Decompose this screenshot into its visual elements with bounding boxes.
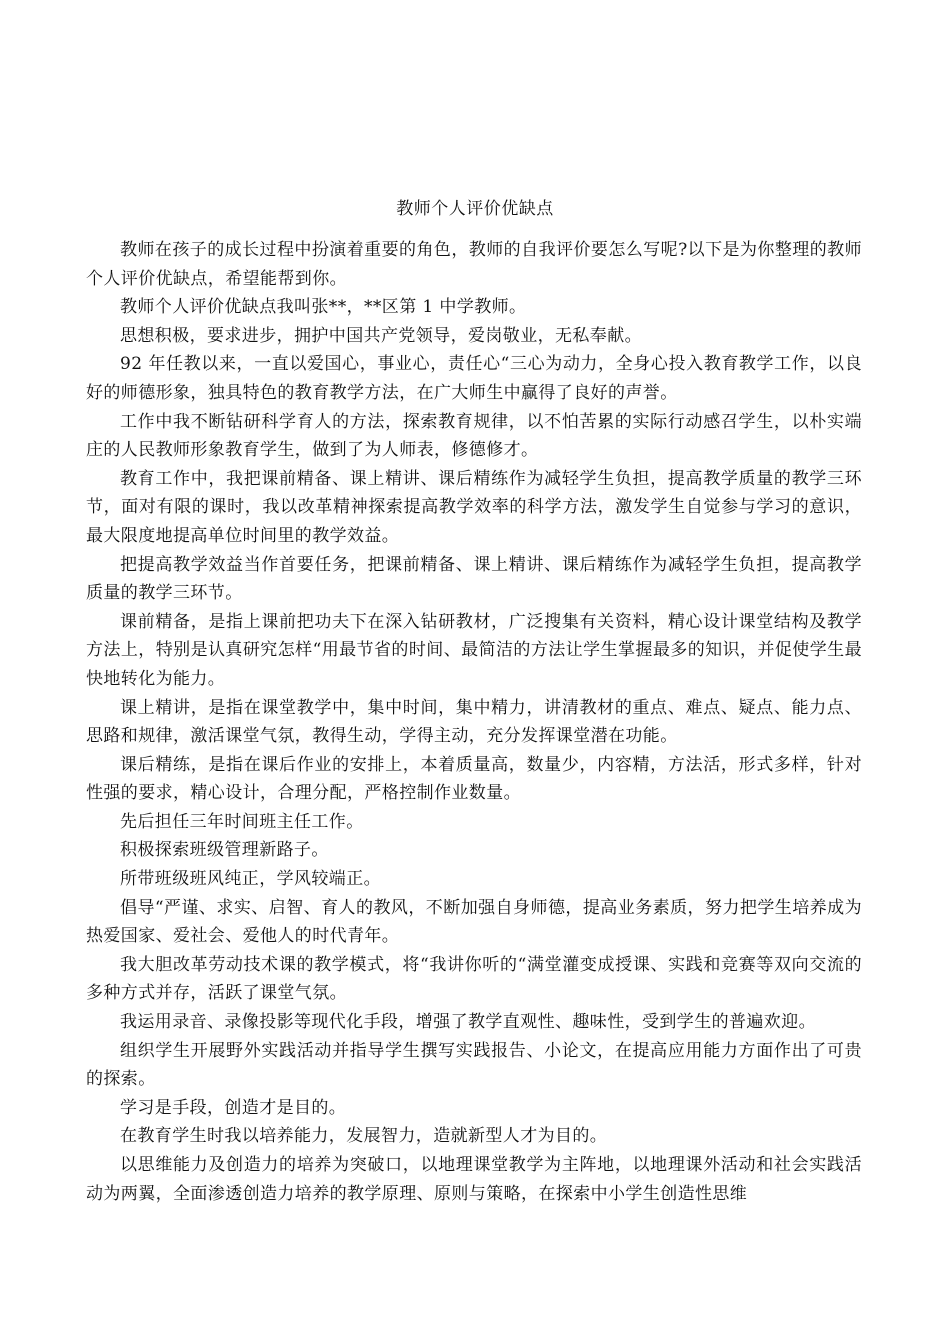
- paragraph: 工作中我不断钻研科学育人的方法，探索教育规律，以不怕苦累的实际行动感召学生，以朴实端庄的人民教师形象教育学生，做到了为人师表，修德修才。: [86, 411, 862, 461]
- document-body: [86, 236, 862, 1208]
- paragraph: 课上精讲，是指在课堂教学中，集中时间，集中精力，讲清教材的重点、难点、疑点、能力点、思路和规律，激活课堂气氛，教得生动，学得主动，充分发挥课堂潜在功能。: [86, 697, 862, 747]
- paragraph: 以思维能力及创造力的培养为突破口，以地理课堂教学为主阵地，以地理课外活动和社会实践活动为两翼，全面渗透创造力培养的教学原理、原则与策略，在探索中小学生创造性思维: [86, 1155, 862, 1204]
- paragraph: 92 年任教以来，一直以爱国心，事业心，责任心“三心为动力，全身心投入教育教学工作，以良好的师德形象，独具特色的教育教学方法，在广大师生中赢得了良好的声誉。: [86, 354, 862, 403]
- paragraph: 组织学生开展野外实践活动并指导学生撰写实践报告、小论文，在提高应用能力方面作出了可贵的探索。: [86, 1040, 862, 1090]
- paragraph: 思想积极，要求进步，拥护中国共产党领导，爱岗敬业，无私奉献。: [120, 325, 642, 346]
- paragraph: 积极探索班级管理新路子。: [120, 840, 329, 861]
- document-title: 教师个人评价优缺点: [396, 199, 554, 219]
- paragraph: 先后担任三年时间班主任工作。: [120, 811, 364, 832]
- paragraph: 我大胆改革劳动技术课的教学模式，将“我讲你听的“满堂灌变成授课、实践和竞赛等双向交流的多种方式并存，活跃了课堂气氛。: [86, 954, 862, 1004]
- paragraph: 学习是手段，创造才是目的。: [120, 1097, 347, 1118]
- paragraph: 课前精备，是指上课前把功夫下在深入钻研教材，广泛搜集有关资料，精心设计课堂结构及教学方法上，特别是认真研究怎样“用最节省的时间、最简洁的方法让学生掌握最多的知识，并促使学生最快地转化为能力。: [86, 611, 862, 689]
- paragraph: 在教育学生时我以培养能力，发展智力，造就新型人才为目的。: [120, 1126, 608, 1147]
- paragraph: 我运用录音、录像投影等现代化手段，增强了教学直观性、趣味性，受到学生的普遍欢迎。: [120, 1012, 816, 1033]
- paragraph: 教育工作中，我把课前精备、课上精讲、课后精练作为减轻学生负担，提高教学质量的教学三环节，面对有限的课时，我以改革精神探索提高教学效率的科学方法，激发学生自觉参与学习的意识，最大限度地提高单位时间里的教学效益。: [86, 468, 862, 546]
- paragraph: 倡导“严谨、求实、启智、育人的教风，不断加强自身师德，提高业务素质，努力把学生培养成为热爱国家、爱社会、爱他人的时代青年。: [86, 897, 862, 947]
- paragraph: 把提高教学效益当作首要任务，把课前精备、课上精讲、课后精练作为减轻学生负担，提高教学质量的教学三环节。: [86, 554, 862, 604]
- paragraph: 所带班级班风纯正，学风较端正。: [120, 869, 381, 890]
- paragraph: 课后精练，是指在课后作业的安排上，本着质量高，数量少，内容精，方法活，形式多样，针对性强的要求，精心设计，合理分配，严格控制作业数量。: [86, 754, 862, 804]
- paragraph: 教师在孩子的成长过程中扮演着重要的角色，教师的自我评价要怎么写呢?以下是为你整理的教师个人评价优缺点，希望能帮到你。: [86, 240, 862, 289]
- paragraph: 教师个人评价优缺点我叫张**，**区第 1 中学教师。: [120, 297, 527, 318]
